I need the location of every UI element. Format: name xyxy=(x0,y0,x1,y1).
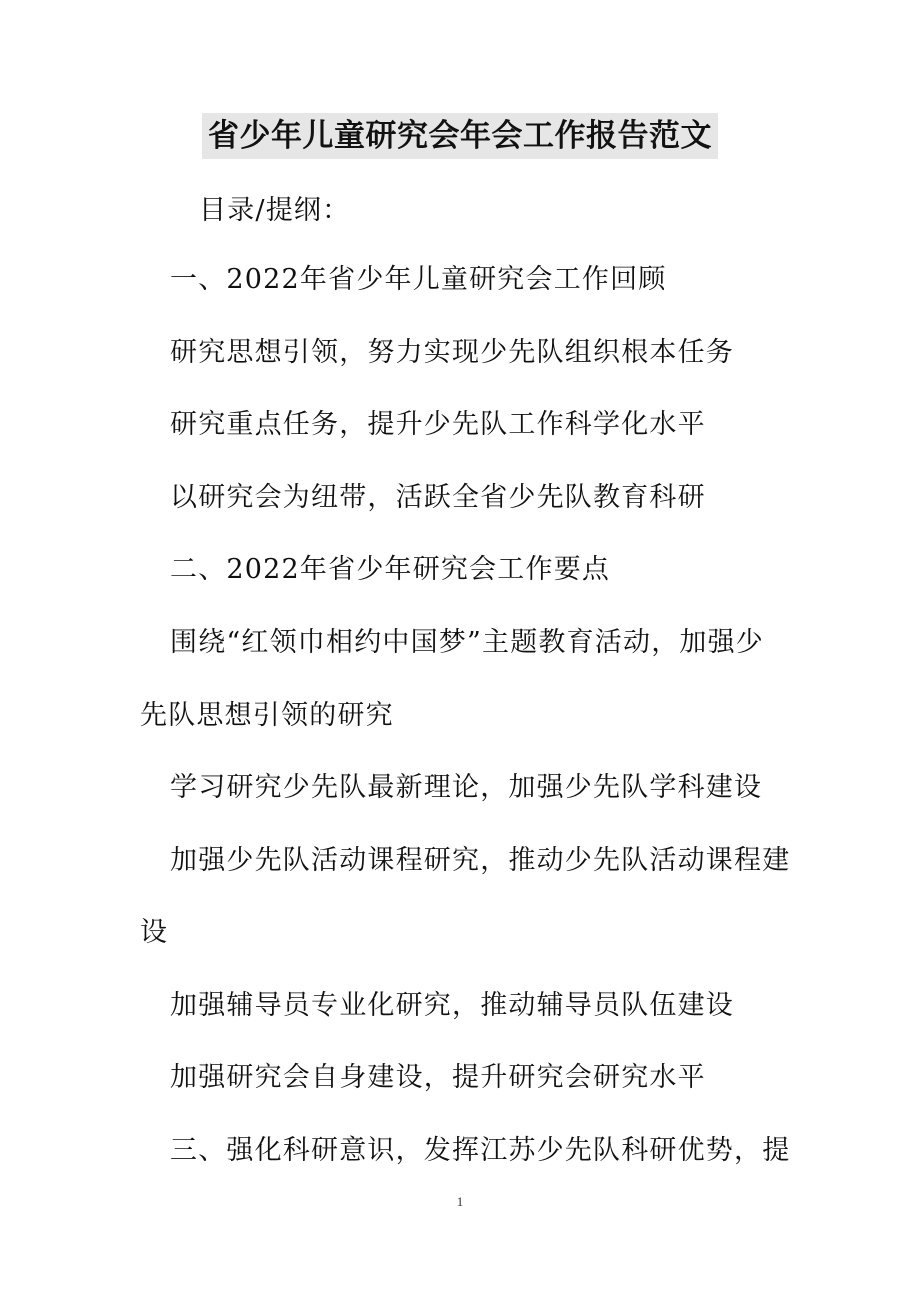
body-line: 加强辅导员专业化研究，推动辅导员队伍建设 xyxy=(170,990,734,1021)
body-line: 研究思想引领，努力实现少先队组织根本任务 xyxy=(170,337,734,368)
body-line-continuation: 先队思想引领的研究 xyxy=(140,700,394,731)
body-line: 加强少先队活动课程研究，推动少先队活动课程建 xyxy=(170,845,791,876)
section-heading: 三、强化科研意识，发挥江苏少先队科研优势，提 xyxy=(170,1135,791,1166)
body-line: 加强研究会自身建设，提升研究会研究水平 xyxy=(170,1062,706,1093)
toc-label: 目录/提纲： xyxy=(199,195,351,226)
body-line: 以研究会为纽带，活跃全省少先队教育科研 xyxy=(170,482,706,513)
body-line-continuation: 设 xyxy=(140,917,169,948)
body-line: 研究重点任务，提升少先队工作科学化水平 xyxy=(170,409,706,440)
body-line: 围绕“红领巾相约中国梦”主题教育活动，加强少 xyxy=(170,627,765,658)
section-heading: 二、2022年省少年研究会工作要点 xyxy=(170,554,611,585)
title-container xyxy=(0,113,920,159)
section-heading: 一、2022年省少年儿童研究会工作回顾 xyxy=(170,264,667,295)
body-line: 学习研究少先队最新理论，加强少先队学科建设 xyxy=(170,772,763,803)
document-title: 省少年儿童研究会年会工作报告范文 xyxy=(202,113,718,159)
page-number: 1 xyxy=(456,1194,464,1209)
